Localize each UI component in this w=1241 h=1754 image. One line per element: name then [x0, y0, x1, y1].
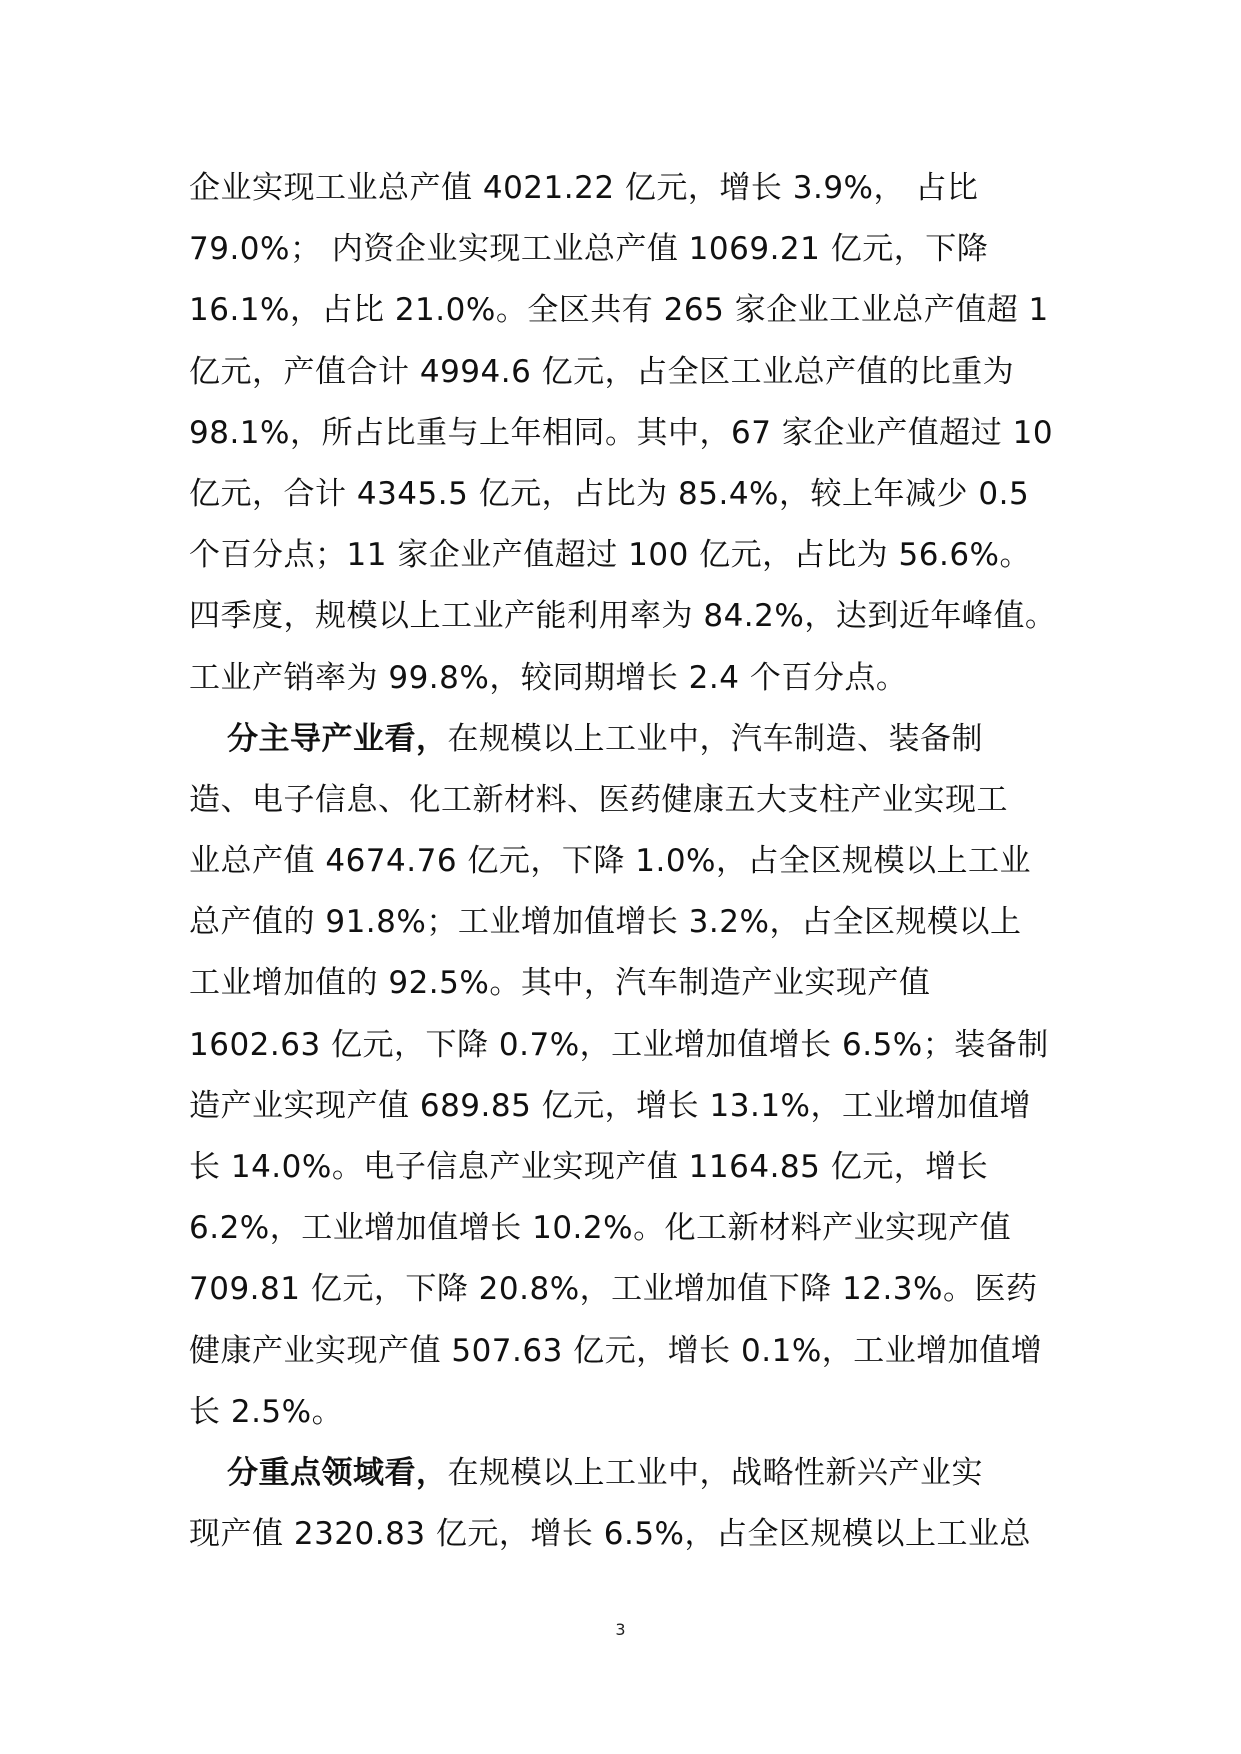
text-line: 四季度，规模以上工业产能利用率为 84.2%，达到近年峰值。	[189, 598, 1057, 635]
text-line: 亿元，合计 4345.5 亿元，占比为 85.4%，较上年减少 0.5	[189, 475, 1030, 512]
text-line: 709.81 亿元，下降 20.8%，工业增加值下降 12.3%。医药	[189, 1271, 1038, 1308]
text-line: 造产业实现产值 689.85 亿元，增长 13.1%，工业增加值增	[189, 1087, 1032, 1124]
text-line: 企业实现工业总产值 4021.22 亿元，增长 3.9%， 占比	[189, 170, 979, 206]
text-line: 现产值 2320.83 亿元，增长 6.5%，占全区规模以上工业总	[189, 1516, 1032, 1553]
text-line: 6.2%，工业增加值增长 10.2%。化工新材料产业实现产值	[189, 1210, 1012, 1247]
text-line: 造、电子信息、化工新材料、医药健康五大支柱产业实现工	[189, 781, 1008, 818]
text-line: 98.1%，所占比重与上年相同。其中，67 家企业产值超过 10	[189, 414, 1054, 451]
text-line: 长 14.0%。电子信息产业实现产值 1164.85 亿元，增长	[189, 1149, 989, 1185]
text-line: 业总产值 4674.76 亿元，下降 1.0%，占全区规模以上工业	[189, 843, 1032, 880]
section-lead: 分重点领域看，	[227, 1454, 448, 1491]
text-line: 长 2.5%。	[189, 1393, 344, 1430]
section-lead: 分主导产业看，	[227, 720, 448, 757]
paragraph-start-line: 分重点领域看，在规模以上工业中，战略性新兴产业实	[227, 1454, 983, 1491]
text-line: 工业产销率为 99.8%，较同期增长 2.4 个百分点。	[189, 659, 908, 696]
text-line: 总产值的 91.8%；工业增加值增长 3.2%，占全区规模以上	[189, 904, 1022, 941]
text-line: 个百分点；11 家企业产值超过 100 亿元，占比为 56.6%。	[189, 537, 1032, 574]
body-text	[189, 158, 1059, 1565]
text-line: 亿元，产值合计 4994.6 亿元，占全区工业总产值的比重为	[189, 353, 1015, 390]
text-line: 健康产业实现产值 507.63 亿元，增长 0.1%，工业增加值增	[189, 1332, 1043, 1369]
text-line: 工业增加值的 92.5%。其中，汽车制造产业实现产值	[189, 965, 931, 1002]
text-line: 79.0%； 内资企业实现工业总产值 1069.21 亿元，下降	[189, 231, 989, 268]
text-line: 1602.63 亿元，下降 0.7%，工业增加值增长 6.5%；装备制	[189, 1026, 1049, 1063]
page-number: 3	[615, 1620, 626, 1639]
text-line: 16.1%，占比 21.0%。全区共有 265 家企业工业总产值超 1	[189, 292, 1049, 329]
paragraph-start-line: 分主导产业看，在规模以上工业中，汽车制造、装备制	[227, 720, 983, 757]
